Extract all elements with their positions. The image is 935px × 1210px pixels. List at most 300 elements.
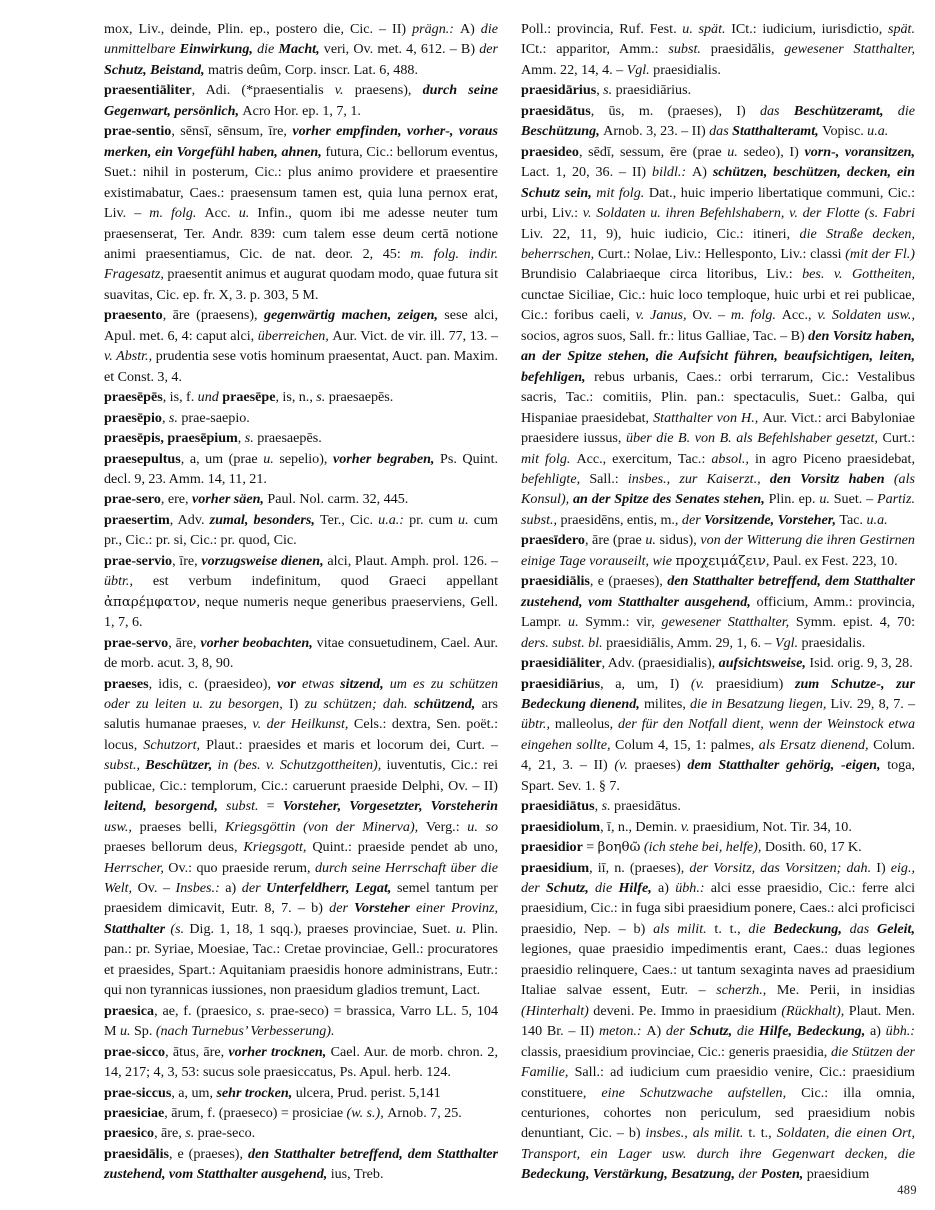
page-columns: [104, 19, 916, 1183]
entry-gloss: Vorsteher: [354, 900, 416, 917]
entry-text: , is, f.: [162, 389, 198, 406]
entry-note: die: [748, 920, 774, 937]
entry-note: die Stützen der Familie,: [521, 1043, 915, 1081]
entry-note: u.: [819, 491, 834, 508]
entry-note: als Ersatz dienend,: [758, 736, 874, 753]
entry-note: (w. s.),: [346, 1105, 388, 1122]
dictionary-entry: [104, 449, 498, 490]
entry-text: Sall.: ad iudicium cum praesidio venire, Cic.: praesidium constituere,: [521, 1064, 915, 1101]
entry-note: als milit.: [653, 920, 715, 937]
entry-text: toga, Spart. Sev. 1. § 7.: [521, 757, 915, 794]
entry-text: pr. cum: [409, 511, 459, 528]
entry-note: (als Konsul),: [521, 470, 915, 508]
dictionary-entry: [521, 80, 915, 100]
entry-note: s.: [168, 409, 182, 426]
entry-text: , neque numeris neque generibus praeserviens, Gell. 1, 7, 6.: [104, 593, 498, 631]
entry-note: v. Abstr.,: [104, 348, 156, 365]
entry-note: u.: [458, 511, 474, 528]
entry-gloss: schützen, beschützen, decken, ein Schutz sein,: [521, 164, 915, 201]
entry-text: Me. Perii, in insidias: [776, 982, 915, 999]
entry-gloss: dem Statthalter gehörig, -eigen,: [687, 757, 888, 774]
entry-text: A): [646, 1023, 666, 1040]
entry-note: gewesener Statthalter,: [784, 41, 915, 58]
entry-text: , Paul. ex Fest. 223, 10.: [765, 552, 898, 569]
entry-headword: praesidātus: [521, 102, 591, 119]
entry-note: v. Janus,: [635, 307, 693, 324]
entry-text: socios, agros suos, Sall. fr.: litus Galliae, Tac. – B): [521, 327, 809, 344]
entry-note: und: [197, 389, 223, 406]
entry-text: praesidium): [715, 675, 795, 692]
entry-note: in (bes. v. Schutzgottheiten),: [217, 757, 387, 774]
entry-text: Isid. orig. 9, 3, 28.: [809, 655, 913, 672]
entry-text: alci esse praesidio, Cic.: ferre alci praesidium, Cic.: in fuga sibi praesidium ponere, Caes.: alci proficisci praesidio, Nep. – b): [521, 880, 915, 937]
entry-note: meton.:: [598, 1023, 647, 1040]
entry-text: rebus urbanis, Caes.: orbi terrarum, Cic.: Vestalibus sacris, Tac.: comitiis, Plin. pan.: spectaculis, Suet.: Galba, qui Hispaniae praesidebat,: [521, 368, 915, 426]
entry-gloss: Bedeckung,: [773, 920, 850, 937]
entry-text: iuventutis, Cic.: rei publicae, Cic.: templorum, Cic.: caruerunt praeside Delphi, Ov. – II): [104, 757, 498, 794]
entry-text: praesentit animus et augurat quodam modo, quae futura sit suavitas, Cic. ep. fr. X, 3. p. 303, 5 M.: [104, 266, 498, 303]
entry-text: Cael. Aur. de morb. chron. 2, 14, 217; 4, 3, 53: sucus sole praesiccatus, Ps. Apul. herb. 124.: [104, 1043, 498, 1081]
entry-text: Colum 4, 15, 1: palmes,: [615, 736, 759, 753]
entry-text: I): [876, 859, 891, 876]
entry-note: etwas: [301, 675, 341, 692]
entry-note: subst.: [668, 41, 711, 58]
entry-note: v. Soldaten usw.,: [817, 307, 915, 324]
entry-gloss: vorher empfinden, vorher-, voraus merken, ein Vorgefühl haben, ahnen,: [104, 123, 498, 160]
entry-text: a): [225, 880, 242, 897]
entry-note: von der Witterung die ihren Gestirnen einige Tage vorauseilt, wie: [521, 532, 915, 569]
dictionary-entry: [104, 408, 498, 428]
entry-text: in agro Piceno praesidebat,: [754, 450, 915, 467]
entry-note: u.a.: [866, 511, 888, 528]
entry-text: , Adi. (*praesentialis: [191, 82, 335, 99]
entry-note: u.: [238, 205, 258, 222]
entry-headword: praesica: [104, 1002, 155, 1019]
entry-note: scherzh.,: [716, 982, 777, 999]
entry-note: der: [329, 900, 355, 917]
entry-text: a): [657, 880, 676, 897]
entry-note: durch seine Herrschaft über die Welt,: [104, 859, 498, 897]
entry-text: Ov. –: [137, 880, 176, 897]
entry-headword: praesepultus: [104, 450, 181, 467]
entry-note: die: [257, 41, 279, 58]
entry-headword: prae-sentio: [104, 123, 172, 140]
entry-text: praesidium, Not. Tir. 34, 10.: [692, 818, 852, 835]
entry-text: Cic.: illa omnia, centuriones, cohortes non periculum, sed praesidium nobis denuntiant, Cic. – b): [521, 1084, 915, 1142]
entry-note: s.: [244, 430, 258, 447]
entry-headword: prae-siccus: [104, 1084, 172, 1101]
entry-note: überreichen,: [257, 327, 333, 344]
entry-headword: praesideo: [521, 143, 579, 160]
entry-gloss: vorher beobachten,: [200, 634, 317, 651]
entry-note: u.: [568, 614, 586, 631]
entry-headword: prae-servio: [104, 552, 173, 569]
entry-text: milites,: [643, 695, 690, 712]
entry-gloss: vorher trocknen,: [228, 1043, 331, 1060]
entry-text: est verbum indefinitum, quod Graeci appellant: [152, 573, 498, 590]
entry-text: ,: [596, 82, 604, 99]
entry-text: Acc.: [204, 205, 239, 222]
entry-gloss: durch seine Gegenwart, persönlich,: [104, 82, 498, 119]
entry-text: Symm.: vir,: [585, 614, 662, 631]
entry-note: usw.,: [104, 818, 140, 835]
entry-text: Acc., exercitum, Tac.:: [576, 450, 712, 467]
entry-note: Statthalter von H.,: [653, 409, 763, 426]
entry-gloss: gegenwärtig machen, zeigen,: [263, 307, 445, 324]
entry-text: , a, um (prae: [180, 450, 264, 467]
entry-text: Liv. 22, 11, 9), huic iudicio, Cic.: itineri,: [521, 225, 800, 242]
entry-note: mit folg.: [596, 184, 649, 201]
entry-text: , āre (praesens),: [162, 307, 264, 324]
entry-headword: praesidiārius: [521, 675, 601, 692]
entry-text: ,: [237, 430, 245, 447]
entry-note: übh.:: [885, 1023, 915, 1040]
entry-note: das: [709, 123, 733, 140]
entry-gloss: Schutz,: [546, 880, 595, 897]
entry-note: Vgl.: [774, 634, 802, 651]
entry-headword: prae-sero: [104, 491, 161, 508]
entry-text: Sall.:: [589, 470, 628, 487]
dictionary-entry: [104, 489, 498, 509]
entry-note: über die B. von B. als Befehlshaber gesetzt,: [625, 430, 883, 447]
entry-note: die in Besatzung liegen,: [689, 695, 831, 712]
entry-note: einer Provinz,: [415, 900, 499, 917]
entry-text: semel tantum per praesidem dimicavit, Eutr. 8, 7. – b): [104, 880, 499, 917]
entry-note: der Vorsitz, das Vorsitzen; dah.: [689, 859, 877, 876]
dictionary-entry: [521, 19, 915, 80]
entry-text: praesidium: [806, 1166, 870, 1183]
entry-note: (ich stehe bei, helfe),: [643, 839, 765, 856]
entry-text: , āre (prae: [584, 532, 646, 549]
dictionary-entry: [521, 101, 915, 142]
entry-gloss: vorzugsweise dienen,: [201, 552, 328, 569]
entry-text: praesens),: [354, 82, 423, 99]
entry-note: absol.,: [711, 450, 755, 467]
dictionary-entry: [521, 653, 915, 673]
entry-gloss: Einwirkung,: [179, 41, 258, 58]
entry-note: übtr.,: [104, 573, 153, 590]
entry-text: a): [869, 1023, 886, 1040]
entry-text: Plin. pan.: pr. Syriae, Moesiae, Tac.: Cretae provinciae, Gell.: procuratores et praesides, Spart.: Aquitaniam praesidis honore administrans, Eutr.: qui non tyrannicas iussiones, non praesidum gladios tremunt, Lact.: [104, 920, 498, 999]
entry-note: u.: [119, 1023, 134, 1040]
entry-text: , a, um, I): [600, 675, 691, 692]
entry-text: praeses): [634, 757, 688, 774]
entry-text: Curt.:: [882, 430, 915, 447]
entry-gloss: den Statthalter betreffend, dem Statthalter zustehend, vom Statthalter ausgehend,: [521, 573, 915, 610]
entry-text: Dosith. 60, 17 K.: [764, 839, 862, 856]
entry-text: =: [582, 839, 598, 856]
entry-gloss: sehr trocken,: [216, 1084, 296, 1101]
greek-text: βοηθῶ: [597, 840, 641, 856]
entry-text: Dig. 1, 18, 1 sqq.), praeses provinciae, Suet.: [189, 920, 456, 937]
entry-text: sedeo), I): [743, 143, 805, 160]
entry-note: (mit der Fl.): [845, 245, 915, 262]
dictionary-entry: [521, 674, 915, 797]
dictionary-entry: [521, 142, 915, 531]
entry-note: übh.:: [675, 880, 711, 897]
entry-text: , ārum, f. (praeseco) = prosiciae: [164, 1105, 347, 1122]
entry-note: die unmittelbare: [104, 21, 499, 58]
entry-text: praeses belli,: [139, 818, 225, 835]
entry-text: Plaut.: praesides et maris et locorum dei, Curt. –: [206, 736, 498, 753]
entry-headword: praesidālis: [104, 1145, 169, 1162]
entry-gloss: sitzend,: [340, 675, 390, 692]
entry-text: Ter., Cic.: [320, 511, 379, 528]
entry-text: , iī, n. (praeses),: [589, 859, 690, 876]
entry-note: m. folg.: [730, 307, 782, 324]
entry-note: s.: [185, 1125, 198, 1142]
entry-note: u.: [645, 532, 660, 549]
entry-gloss: Bedeckung, Verstärkung, Besatzung,: [521, 1166, 739, 1183]
entry-text: Aur. Vict. de vir. ill. 77, 13. –: [332, 327, 498, 344]
entry-note: Insbes.:: [175, 880, 226, 897]
entry-headword: praesiciae: [104, 1105, 165, 1122]
entry-headword: praesidium: [521, 859, 590, 876]
entry-note: (v.: [614, 757, 635, 774]
entry-gloss: Statthalteramt,: [732, 123, 823, 140]
entry-gloss: Beschützung,: [521, 123, 604, 140]
entry-text: prae-saepio.: [181, 409, 250, 426]
entry-text: A): [459, 21, 481, 37]
entry-text: ,: [161, 409, 169, 426]
entry-text: Suet. –: [833, 491, 877, 508]
entry-note: ders. subst. bl.: [521, 634, 607, 651]
entry-text: Paul. Nol. carm. 32, 445.: [267, 491, 409, 508]
entry-note: befehligte,: [521, 470, 590, 487]
dictionary-entry: [521, 796, 915, 816]
entry-gloss: Geleit,: [877, 920, 915, 937]
entry-text: ius, Treb.: [330, 1166, 384, 1183]
entry-gloss: Vorsteher, Vorgesetzter, Vorsteherin: [282, 798, 498, 815]
entry-gloss: Schutz, Beistand,: [104, 61, 208, 78]
entry-gloss: Beschützeramt,: [793, 102, 898, 119]
entry-text: Lact. 1, 20, 36. – II): [521, 164, 653, 181]
dictionary-entry: [521, 858, 915, 1185]
entry-note: Kriegsgöttin (von der Minerva),: [224, 818, 426, 835]
entry-text: , āre,: [154, 1125, 186, 1142]
entry-text: Ov.: quo praeside rerum,: [168, 859, 315, 876]
entry-text: sepelio),: [279, 450, 333, 467]
dictionary-entry: [104, 633, 498, 674]
dictionary-entry: [521, 837, 915, 857]
entry-headword: praesēpēs: [104, 389, 163, 406]
entry-note: v. der Heilkunst,: [252, 716, 354, 733]
entry-text: praesidiārius.: [615, 82, 692, 99]
entry-note: der: [479, 41, 498, 58]
entry-gloss: Schutz,: [689, 1023, 737, 1040]
dictionary-entry: [521, 817, 915, 837]
entry-text: , āre,: [168, 634, 201, 651]
entry-headword: praesidārius: [521, 82, 597, 99]
entry-text: Amm. 22, 14, 4. –: [521, 61, 627, 78]
entry-gloss: den Vorsitz haben: [769, 470, 894, 487]
entry-note: (s.: [170, 920, 190, 937]
entry-headword: praesidiolum: [521, 818, 601, 835]
dictionary-entry: [104, 387, 498, 407]
entry-note: subst.: [226, 798, 267, 815]
entry-note: v. Soldaten u. ihren Befehlshabern, v. der Flotte (s. Fabri: [582, 205, 915, 222]
greek-text: προχειμάζειν: [675, 553, 766, 569]
entry-text: officium, Amm.: provincia, Lampr.: [521, 593, 915, 631]
entry-gloss: Unterfeldherr, Legat,: [266, 880, 397, 897]
dictionary-entry: [104, 1144, 498, 1185]
entry-note: der: [241, 880, 267, 897]
entry-text: , sēdī, sessum, ēre (prae: [578, 143, 728, 160]
entry-text: Verg.:: [425, 818, 468, 835]
entry-note: (Hinterhalt): [521, 1002, 594, 1019]
entry-text: A): [692, 164, 713, 181]
entry-note: bildl.:: [652, 164, 693, 181]
entry-text: , idis, c. (praesideo),: [148, 675, 278, 692]
dictionary-entry: [104, 428, 498, 448]
entry-gloss: vorn-, voransitzen,: [804, 143, 916, 160]
entry-text: cunctae Siciliae, Cic.: huic loco temploque, huic urbi et rei publicae, Cic.: foribus caeli,: [521, 286, 915, 324]
entry-text: Ov. –: [692, 307, 731, 324]
entry-note: Herrscher,: [104, 859, 169, 876]
dictionary-entry: [521, 530, 915, 571]
entry-gloss: vorher begraben,: [333, 450, 440, 467]
entry-note: u.a.: [867, 123, 889, 140]
entry-headword: praesēpio: [104, 409, 162, 426]
entry-text: =: [266, 798, 283, 815]
entry-text: , īre,: [172, 552, 202, 569]
entry-text: ,: [594, 798, 602, 815]
entry-note: der für den Notfall dient, wenn der Weinstock etwa eingehen sollte,: [521, 716, 915, 753]
entry-note: das: [849, 920, 878, 937]
entry-headword: praesīdero: [521, 532, 585, 549]
entry-text: prudentia sese votis hominum praesentat, Auct. pan. Maxim. et Const. 3, 4.: [104, 348, 498, 385]
dictionary-entry: [521, 571, 915, 653]
entry-text: Curt.: Nolae, Liv.: Hellesponto, Liv.: classi: [597, 245, 846, 262]
entry-note: übtr.,: [521, 716, 555, 733]
entry-note: die: [897, 102, 915, 119]
entry-text: Arnob. 7, 25.: [387, 1105, 462, 1122]
entry-text: ulcera, Prud. perist. 5,141: [295, 1084, 441, 1101]
dictionary-entry: [104, 674, 498, 1001]
entry-headword: prae-sicco: [104, 1043, 166, 1060]
entry-text: Brundisio Calabriaeque circa litoribus, Liv.:: [521, 266, 803, 283]
entry-text: prae-seco) = brassica, Varro LL. 5, 104 M: [104, 1002, 499, 1040]
entry-note: eine Schutzwache aufstellen,: [601, 1084, 802, 1101]
entry-text: praesidālis,: [710, 41, 785, 58]
entry-text: Poll.: provincia, Ruf. Fest.: [521, 21, 683, 37]
entry-note: der: [681, 511, 705, 528]
entry-text: classis, praesidium provinciae, Cic.: generis praesidia,: [521, 1043, 831, 1060]
entry-text: sidus),: [659, 532, 701, 549]
entry-headword: praesertim: [104, 511, 170, 528]
entry-headword: praesidiātus: [521, 798, 595, 815]
entry-gloss: Hilfe,: [618, 880, 658, 897]
entry-note: u. so: [467, 818, 499, 835]
entry-note: gewesener Statthalter,: [661, 614, 796, 631]
entry-note: spät.: [887, 21, 915, 37]
entry-text: legiones, quae praesidio impedimentis erant, Caes.: duas legiones praesidio relinquere, Caes.: ut tantum sexaginta naves ad praesidium Italiae salvae essent, Eutr. –: [521, 941, 915, 999]
dictionary-entry: [104, 551, 498, 633]
entry-text: Dat., huic imperio libertatique communi, Cic.: urbi, Liv.:: [521, 184, 915, 222]
entry-note: (nach Turnebus’ Verbesserung).: [155, 1023, 335, 1040]
entry-text: futura, Cic.: bellorum eventus, Suet.: nihil in posterum, Cic.: plus animo providere et praesentire existimabatur, Caes.: praesensum tamen est, quia luna pernox erat, Liv. –: [104, 143, 499, 222]
entry-gloss: Posten,: [760, 1166, 807, 1183]
entry-gloss: aufsichtsweise,: [718, 655, 810, 672]
entry-note: der: [738, 1166, 761, 1183]
entry-text: alci, Plaut. Amph. prol. 126. –: [327, 552, 498, 569]
entry-text: veri, Ov. met. 4, 612. – B): [323, 41, 480, 58]
entry-note: s.: [316, 389, 329, 406]
entry-text: Aur. Vict.: arci Babyloniae praesidere iussus,: [521, 409, 915, 447]
entry-gloss: schützend,: [413, 695, 482, 712]
entry-gloss: Beschützer,: [145, 757, 218, 774]
entry-text: praeses bellorum deus,: [104, 839, 244, 856]
entry-note: (Rückhalt),: [781, 1002, 849, 1019]
dictionary-entry: [104, 510, 498, 551]
entry-text: sese alci, Apul. met. 6, 4: caput alci,: [104, 307, 498, 344]
entry-text: Acro Hor. ep. 1, 7, 1.: [242, 102, 361, 119]
entry-text: Quint.: praeside pendet ab uno,: [312, 839, 498, 856]
entry-text: vitae consuetudinem, Cael. Aur. de morb. acut. 3, 8, 90.: [104, 634, 498, 672]
entry-text: cum pr., Cic.: pr. si, Cic.: pr. quod, Cic.: [104, 511, 498, 549]
entry-gloss: an der Spitze des Senates stehen,: [572, 491, 769, 508]
entry-note: Vgl.: [626, 61, 654, 78]
entry-headword: praesidiāliter: [521, 655, 602, 672]
entry-text: , Adv.: [169, 511, 210, 528]
entry-note: der: [665, 1023, 690, 1040]
entry-gloss: Vorsitzende, Vorsteher,: [704, 511, 840, 528]
entry-note: u.a.:: [378, 511, 410, 528]
greek-text: ἀπαρέμφατον: [104, 594, 197, 610]
entry-text: , ūs, m. (praeses), I): [590, 102, 760, 119]
entry-text: Liv. 29, 8, 7. –: [830, 695, 915, 712]
entry-note: Partiz. subst.,: [521, 491, 915, 528]
entry-headword: praesēpe: [222, 389, 276, 406]
entry-note: Soldaten, die einen Ort, Transport, ein Lager usw. durch ihre Gegenwart decken, die: [521, 1125, 915, 1162]
entry-text: praesaepēs.: [328, 389, 394, 406]
entry-text: praesidēns, entis, m.,: [560, 511, 682, 528]
entry-gloss: Statthalter: [104, 920, 171, 937]
entry-text: malleolus,: [554, 716, 618, 733]
entry-gloss: den Vorsitz haben, an der Spitze stehen, die Aufsicht führen, beaufsichtigen, leiten, befehligen,: [521, 327, 915, 385]
entry-headword: praesēpis, praesēpium: [104, 430, 238, 447]
dictionary-entry: [104, 19, 498, 80]
entry-note: bes. v. Gottheiten,: [802, 266, 915, 283]
entry-note: s.: [603, 82, 616, 99]
entry-text: t. t.,: [714, 920, 749, 937]
entry-text: Sp.: [133, 1023, 156, 1040]
dictionary-entry: [104, 121, 498, 305]
dictionary-entry: [104, 80, 498, 121]
entry-text: , ātus, āre,: [165, 1043, 229, 1060]
entry-note: das: [759, 102, 794, 119]
entry-note: eig., der: [521, 859, 916, 897]
entry-note: u.: [727, 143, 744, 160]
entry-text: Plaut. Men. 140 Br. – II): [521, 1002, 916, 1040]
entry-text: Acc.,: [781, 307, 818, 324]
entry-note: m. folg.: [149, 205, 205, 222]
entry-gloss: zum Schutze-, zur Bedeckung dienend,: [521, 675, 915, 712]
entry-text: Colum. 4, 21, 3. – II): [521, 736, 915, 774]
entry-note: Kriegsgott,: [243, 839, 313, 856]
entry-text: praesidātus.: [614, 798, 681, 815]
entry-headword: praesentiāliter: [104, 82, 192, 99]
entry-text: Infin., quom ibi me adesse neuter tum praesenserat, Ter. Andr. 839: cum talem esse deum certā notione animi praesentiamus, Cic. de nat. deor. 2, 45:: [104, 205, 499, 262]
entry-text: praesidiālis, Amm. 29, 1, 6. –: [606, 634, 775, 651]
entry-gloss: Hilfe, Bedeckung,: [758, 1023, 870, 1040]
left-column: [104, 19, 499, 1183]
entry-text: Arnob. 3, 23. – II): [603, 123, 710, 140]
right-column: [521, 19, 916, 1183]
entry-text: I): [288, 695, 305, 712]
entry-note: die Straße decken, beherrschen,: [521, 225, 915, 262]
entry-text: ars salutis humanae praeses,: [104, 695, 499, 733]
